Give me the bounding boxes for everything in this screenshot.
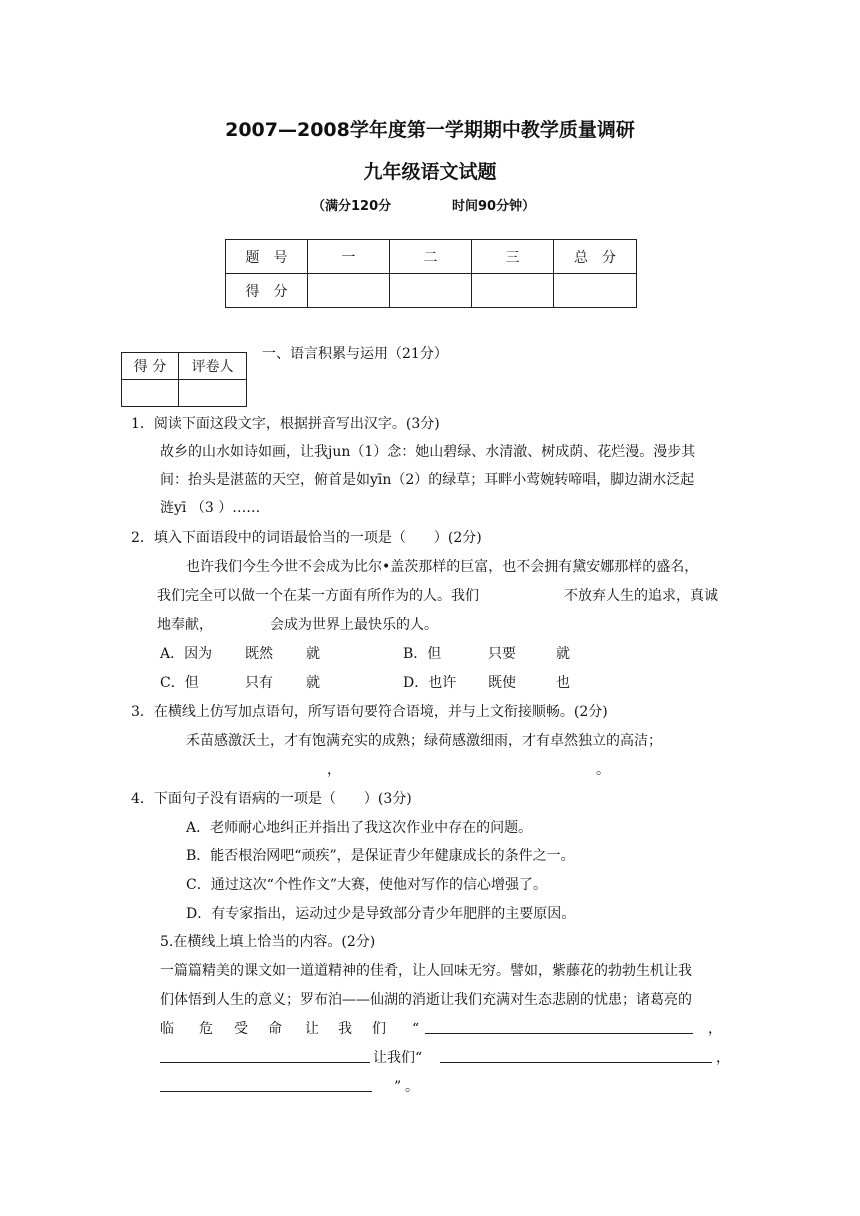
q2-option-c[interactable] [160,673,199,693]
option-word: A．因为 [160,646,213,662]
option-word: 只有 [245,675,273,691]
exam-title: 2007—2008学年度第一学期期中教学质量调研 [225,119,635,141]
grader-score-cell[interactable] [122,380,179,407]
q5-spaced-char: 危 [199,1021,213,1037]
q5-final-period: 。 [405,1079,419,1095]
q5-spaced-char: 们 [372,1021,386,1037]
q5-spaced-char: 受 [234,1021,248,1037]
option-word: 就 [306,646,320,662]
option-word: 只要 [488,646,516,662]
grader-score-label: 得 分 [122,353,179,380]
q5-blank-1[interactable] [425,1032,693,1034]
q5-open-quote: “ [412,1021,420,1037]
q5-spaced-char: 临 [160,1021,174,1037]
q3-comma: ， [327,762,341,778]
q5-close-quote: ” [394,1079,402,1095]
q5-let-us: 让我们“ [373,1050,423,1066]
score-input-cell[interactable] [308,274,390,308]
q1-line: 涟yī （3 ）…… [160,500,261,516]
q2-line: 不放弃人生的追求，真诚 [564,588,718,604]
q4-option-c[interactable]: C．通过这次“个性作文”大赛，使他对写作的信心增强了。 [186,877,548,893]
q2-line: 地奉献， [157,617,213,633]
q2-option-b[interactable] [403,644,441,664]
section-1-title: 一、语言积累与运用（21分） [262,346,448,362]
score-input-cell[interactable] [390,274,472,308]
option-word: C．但 [160,675,199,691]
option-word: D．也许 [403,675,457,691]
score-row-label: 得 分 [226,274,308,308]
q5-comma: ， [716,1050,730,1066]
q5-line: 们体悟到人生的意义；罗布泊——仙湖的消逝让我们充满对生态悲剧的忧患；诸葛亮的 [160,992,692,1008]
score-header-cell: 总 分 [554,240,637,274]
q2-option-a[interactable] [160,644,212,664]
q2-line: 也许我们今生今世不会成为比尔•盖茨那样的巨富，也不会拥有黛安娜那样的盛名， [186,559,699,575]
option-word: 既然 [245,646,273,662]
exam-subtitle: 九年级语文试题 [363,161,497,183]
q5-line: 一篇篇精美的课文如一道道精神的佳肴，让人回味无穷。譬如，紫藤花的勃勃生机让我 [160,963,692,979]
q5-spaced-char: 让 [305,1021,319,1037]
q5-blank-4[interactable] [160,1090,372,1092]
score-input-cell[interactable] [554,274,637,308]
q5-spaced-char: 我 [338,1021,352,1037]
full-score-note: （满分120分 [312,199,392,214]
q4-option-d[interactable]: D．有专家指出，运动过少是导致部分青少年肥胖的主要原因。 [186,906,576,922]
score-table [225,239,637,308]
q5-blank-2[interactable] [160,1061,370,1063]
q3-line: 禾苗感激沃土，才有饱满充实的成熟；绿荷感激细雨，才有卓然独立的高洁； [186,733,662,749]
option-word: 就 [556,646,570,662]
q4-option-a[interactable]: A．老师耐心地纠正并指出了我这次作业中存在的问题。 [186,820,533,836]
q4-option-b[interactable]: B．能否根治网吧“顽疾”，是保证青少年健康成长的条件之一。 [186,848,575,864]
q2-title: 2．填入下面语段中的词语最恰当的一项是（ ）(2分) [131,530,482,546]
option-word: 就 [306,675,320,691]
score-header-cell: 题 号 [226,240,308,274]
option-word: 既使 [488,675,516,691]
q5-blank-3[interactable] [440,1061,712,1063]
score-header-cell: 一 [308,240,390,274]
q1-line: 故乡的山水如诗如画，让我jun（1）念：她山碧绿、水清澈、树成荫、花烂漫。漫步其 [160,444,696,460]
score-header-cell: 二 [390,240,472,274]
q3-title: 3．在横线上仿写加点语句，所写语句要符合语境，并与上文衔接顺畅。(2分) [131,704,608,720]
grader-name-label: 评卷人 [179,353,247,380]
q3-period: 。 [596,762,610,778]
q1-title: 1．阅读下面这段文字，根据拼音写出汉字。(3分) [131,416,440,432]
time-note: 时间90分钟） [452,199,536,214]
q4-title: 4．下面句子没有语病的一项是（ ）(3分) [131,791,412,807]
q2-line: 我们完全可以做一个在某一方面有所作为的人。我们 [157,588,479,604]
q2-line: 会成为世界上最快乐的人。 [270,617,438,633]
q2-option-d[interactable] [403,673,456,693]
q5-comma: ， [708,1021,722,1037]
option-word: B．但 [403,646,442,662]
q5-title: 5.在横线上填上恰当的内容。(2分) [160,934,376,950]
grader-box [121,352,247,407]
option-word: 也 [556,675,570,691]
q1-line: 间：抬头是湛蓝的天空，俯首是如yīn（2）的绿草；耳畔小莺婉转啼唱，脚边湖水泛起 [160,472,695,488]
grader-name-cell[interactable] [179,380,247,407]
q5-spaced-char: 命 [268,1021,282,1037]
score-input-cell[interactable] [472,274,554,308]
score-header-cell: 三 [472,240,554,274]
q3-answer-blank[interactable] [186,760,606,780]
